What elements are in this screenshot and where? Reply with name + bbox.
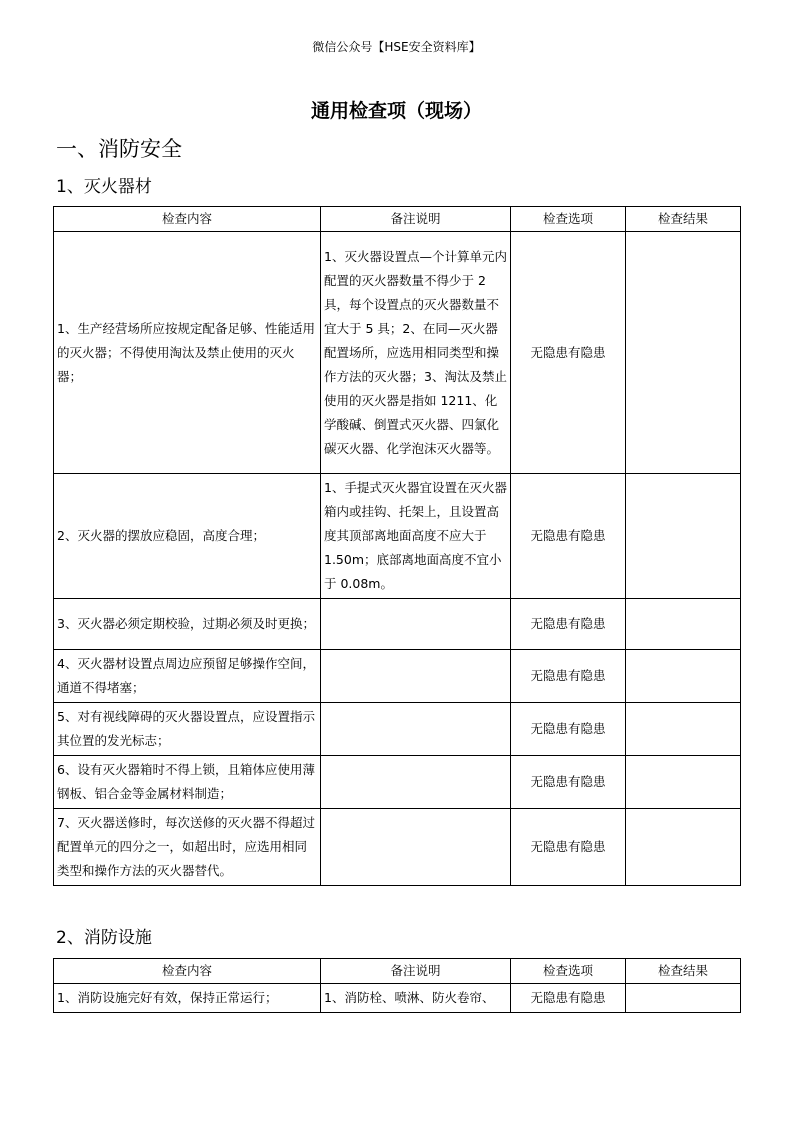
table-row: [54, 474, 741, 599]
check-option-cell[interactable]: 无隐患有隐患: [511, 599, 626, 650]
check-note-cell: 1、手提式灭火器宜设置在灭火器箱内或挂钩、托架上，且设置高度其顶部离地面高度不应大于 1.50m；底部离地面高度不宜小于 0.08m。: [321, 474, 511, 599]
subsection-heading-fire-facilities: 2、消防设施: [56, 928, 152, 948]
check-result-cell[interactable]: [626, 232, 741, 474]
check-note-cell: [321, 599, 511, 650]
facilities-check-table: [53, 958, 741, 1013]
check-result-cell[interactable]: [626, 756, 741, 809]
check-content-cell: 5、对有视线障碍的灭火器设置点，应设置指示其位置的发光标志；: [54, 703, 321, 756]
table-row: [54, 756, 741, 809]
check-content-cell: 6、设有灭火器箱时不得上锁，且箱体应使用薄钢板、铝合金等金属材料制造；: [54, 756, 321, 809]
column-header-option: 检查选项: [511, 207, 626, 232]
check-result-cell[interactable]: [626, 703, 741, 756]
column-header-result: 检查结果: [626, 207, 741, 232]
section-heading-fire-safety: 一、消防安全: [56, 137, 182, 161]
column-header-option: 检查选项: [511, 959, 626, 984]
document-title: 通用检查项（现场）: [310, 100, 482, 122]
column-header-note: 备注说明: [321, 207, 511, 232]
table-row: [54, 232, 741, 474]
check-option-cell[interactable]: 无隐患有隐患: [511, 756, 626, 809]
table-row: [54, 599, 741, 650]
check-result-cell[interactable]: [626, 599, 741, 650]
check-content-cell: 4、灭火器材设置点周边应预留足够操作空间，通道不得堵塞；: [54, 650, 321, 703]
check-option-cell[interactable]: 无隐患有隐患: [511, 984, 626, 1013]
watermark-text: 微信公众号【HSE安全资料库】: [312, 40, 481, 54]
check-result-cell[interactable]: [626, 984, 741, 1013]
extinguisher-check-table: [53, 206, 741, 886]
check-content-cell: 1、消防设施完好有效，保持正常运行；: [54, 984, 321, 1013]
check-note-cell: 1、消防栓、喷淋、防火卷帘、: [321, 984, 511, 1013]
table-row: [54, 809, 741, 886]
check-note-cell: [321, 809, 511, 886]
check-content-cell: 1、生产经营场所应按规定配备足够、性能适用的灭火器；不得使用淘汰及禁止使用的灭火器；: [54, 232, 321, 474]
check-note-cell: 1、灭火器设置点—个计算单元内配置的灭火器数量不得少于 2 具，每个设置点的灭火器数量不宜大于 5 具；2、在同—灭火器配置场所，应选用相同类型和操作方法的灭火器；3、淘汰及禁止使用的灭火器是指如 1211、化学酸碱、倒置式灭火器、四氯化碳灭火器、化学泡沫灭火器等。: [321, 232, 511, 474]
check-option-cell[interactable]: 无隐患有隐患: [511, 474, 626, 599]
table-row: [54, 650, 741, 703]
check-option-cell[interactable]: 无隐患有隐患: [511, 232, 626, 474]
check-result-cell[interactable]: [626, 809, 741, 886]
check-note-cell: [321, 756, 511, 809]
table-header-row: [54, 207, 741, 232]
check-option-cell[interactable]: 无隐患有隐患: [511, 703, 626, 756]
column-header-result: 检查结果: [626, 959, 741, 984]
subsection-heading-extinguishers: 1、灭火器材: [56, 177, 152, 197]
check-content-cell: 7、灭火器送修时，每次送修的灭火器不得超过配置单元的四分之一，如超出时，应选用相同类型和操作方法的灭火器替代。: [54, 809, 321, 886]
check-note-cell: [321, 650, 511, 703]
column-header-content: 检查内容: [54, 207, 321, 232]
check-note-cell: [321, 703, 511, 756]
check-option-cell[interactable]: 无隐患有隐患: [511, 809, 626, 886]
check-result-cell[interactable]: [626, 650, 741, 703]
check-option-cell[interactable]: 无隐患有隐患: [511, 650, 626, 703]
check-content-cell: 2、灭火器的摆放应稳固，高度合理；: [54, 474, 321, 599]
table-row: [54, 703, 741, 756]
table-header-row: [54, 959, 741, 984]
column-header-note: 备注说明: [321, 959, 511, 984]
table-row: [54, 984, 741, 1013]
check-content-cell: 3、灭火器必须定期校验，过期必须及时更换；: [54, 599, 321, 650]
column-header-content: 检查内容: [54, 959, 321, 984]
check-result-cell[interactable]: [626, 474, 741, 599]
